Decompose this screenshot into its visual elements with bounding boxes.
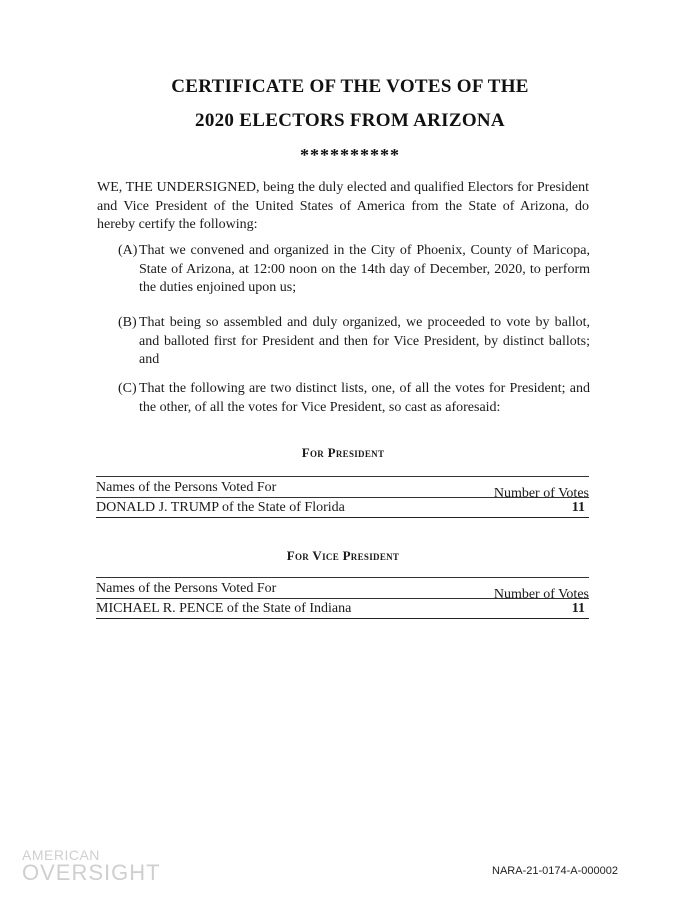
vote-count: 11 (571, 500, 585, 515)
table-top-rule (96, 476, 589, 477)
vote-count: 11 (571, 601, 585, 616)
certificate-title-line2: 2020 ELECTORS FROM ARIZONA (195, 110, 505, 131)
vice-president-vote-table (96, 577, 589, 619)
president-heading: For President (301, 445, 385, 460)
president-vote-table (96, 476, 589, 518)
watermark-line2: OVERSIGHT (22, 860, 161, 885)
column-header-name: Names of the Persons Voted For (96, 581, 277, 596)
clause-c (118, 380, 590, 417)
column-header-name: Names of the Persons Voted For (96, 480, 277, 495)
clause-a-text: That we convened and organized in the City of Phoenix, County of Maricopa, State of Arizona, at 12:00 noon on the 14th day of December, 2020, to perform the duties enjoined upon us; (139, 243, 590, 295)
clause-a-label: (A) (118, 243, 138, 258)
clause-a (118, 242, 590, 298)
american-oversight-watermark (22, 848, 161, 884)
clause-b (118, 314, 590, 370)
column-header-votes: Number of Votes (493, 587, 589, 602)
title-separator: ********** (300, 145, 400, 165)
clause-c-label: (C) (118, 381, 137, 396)
candidate-name: DONALD J. TRUMP of the State of Florida (96, 500, 345, 515)
table-header (96, 479, 589, 501)
table-top-rule (96, 577, 589, 578)
document-id: NARA-21-0174-A-000002 (492, 865, 618, 877)
clause-c-text: That the following are two distinct lists, one, of all the votes for President; and the other, of all the votes for Vice President, so cast as aforesaid: (139, 381, 590, 415)
column-header-votes: Number of Votes (493, 486, 589, 501)
intro-paragraph: WE, THE UNDERSIGNED, being the duly elected and qualified Electors for President and Vice President of the United States of America from the State of Arizona, do hereby certify the following: (97, 180, 589, 232)
certificate-title-line1: CERTIFICATE OF THE VOTES OF THE (171, 76, 529, 97)
clause-b-text: That being so assembled and duly organized, we proceeded to vote by ballot, and balloted first for President and then for Vice President, by distinct ballots; and (139, 315, 590, 367)
watermark-line1: AMERICAN (22, 847, 100, 863)
vice-president-heading: For Vice President (286, 548, 400, 563)
candidate-name: MICHAEL R. PENCE of the State of Indiana (96, 601, 352, 616)
clause-b-label: (B) (118, 315, 137, 330)
table-header (96, 580, 589, 602)
